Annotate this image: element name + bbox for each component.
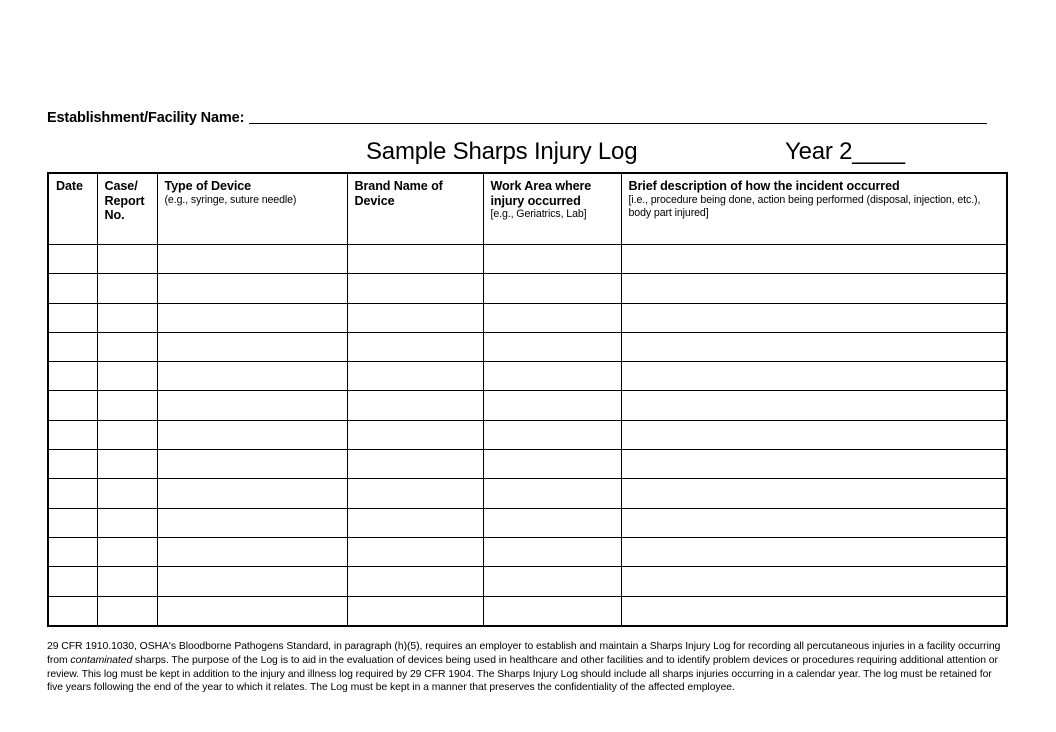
table-cell-date[interactable]	[48, 332, 97, 361]
table-cell-case[interactable]	[97, 303, 157, 332]
table-cell-date[interactable]	[48, 391, 97, 420]
table-cell-brand[interactable]	[347, 537, 483, 566]
table-cell-case[interactable]	[97, 274, 157, 303]
table-cell-date[interactable]	[48, 303, 97, 332]
table-row	[48, 479, 1007, 508]
sharps-injury-log-table	[47, 172, 1008, 627]
table-cell-desc[interactable]	[621, 596, 1007, 626]
table-cell-brand[interactable]	[347, 596, 483, 626]
table-cell-date[interactable]	[48, 450, 97, 479]
table-cell-area[interactable]	[483, 391, 621, 420]
table-cell-brand[interactable]	[347, 508, 483, 537]
table-cell-area[interactable]	[483, 450, 621, 479]
table-cell-area[interactable]	[483, 508, 621, 537]
table-cell-case[interactable]	[97, 420, 157, 449]
table-cell-case[interactable]	[97, 391, 157, 420]
table-cell-desc[interactable]	[621, 537, 1007, 566]
table-cell-brand[interactable]	[347, 567, 483, 596]
table-cell-case[interactable]	[97, 567, 157, 596]
table-cell-area[interactable]	[483, 303, 621, 332]
table-cell-desc[interactable]	[621, 362, 1007, 391]
table-cell-brand[interactable]	[347, 303, 483, 332]
table-cell-area[interactable]	[483, 245, 621, 274]
table-row	[48, 508, 1007, 537]
table-cell-brand[interactable]	[347, 420, 483, 449]
table-cell-desc[interactable]	[621, 567, 1007, 596]
table-row	[48, 420, 1007, 449]
column-header-brand-name-of-device	[347, 173, 483, 245]
table-cell-brand[interactable]	[347, 274, 483, 303]
table-row	[48, 362, 1007, 391]
table-cell-desc[interactable]	[621, 420, 1007, 449]
table-cell-type[interactable]	[157, 450, 347, 479]
column-header-case-line-2: Report	[104, 193, 145, 208]
page-title: Sample Sharps Injury Log	[366, 138, 638, 165]
column-header-desc-line-1: Brief description of how the incident occurred	[628, 179, 900, 193]
table-row	[48, 245, 1007, 274]
facility-name-fill-in-rule[interactable]	[249, 123, 987, 124]
table-cell-case[interactable]	[97, 332, 157, 361]
table-body	[48, 245, 1007, 626]
table-cell-date[interactable]	[48, 508, 97, 537]
table-cell-desc[interactable]	[621, 450, 1007, 479]
table-cell-area[interactable]	[483, 332, 621, 361]
column-header-area-hint: [e.g., Geriatrics, Lab]	[490, 208, 587, 221]
table-cell-area[interactable]	[483, 537, 621, 566]
column-header-area-line-1: Work Area where	[490, 179, 592, 193]
table-cell-case[interactable]	[97, 508, 157, 537]
table-cell-type[interactable]	[157, 391, 347, 420]
table-row	[48, 274, 1007, 303]
table-cell-brand[interactable]	[347, 332, 483, 361]
column-header-brand-line-1: Brand Name of	[354, 179, 443, 193]
column-header-brand-line-2: Device	[354, 193, 395, 208]
table-row	[48, 391, 1007, 420]
table-cell-case[interactable]	[97, 245, 157, 274]
regulatory-footnote: 29 CFR 1910.1030, OSHA's Bloodborne Pathogens Standard, in paragraph (h)(5), requires an employer to establish and maintain a Sharps Injury Log for recording all percutaneous injuries in a facility occurring from contaminated sharps. The purpose of the Log is to aid in the evaluation of devices being used in healthcare and other facilities and to identify problem devices or procedures requiring additional attention or review. This log must be kept in addition to the injury and illness log required by 29 CFR 1904. The Sharps Injury Log should include all sharps injuries occurring in a calendar year. The log must be retained for five years following the end of the year to which it relates. The Log must be kept in a manner that preserves the confidentiality of the affected employee.	[47, 641, 1001, 694]
table-cell-type[interactable]	[157, 596, 347, 626]
table-header	[48, 173, 1007, 245]
column-header-type-hint: (e.g., syringe, suture needle)	[164, 193, 297, 206]
table-cell-date[interactable]	[48, 274, 97, 303]
column-header-date	[48, 173, 97, 245]
table-header-row	[48, 173, 1007, 245]
table-cell-type[interactable]	[157, 508, 347, 537]
table-cell-brand[interactable]	[347, 245, 483, 274]
table-cell-desc[interactable]	[621, 274, 1007, 303]
table-cell-type[interactable]	[157, 332, 347, 361]
table-row	[48, 303, 1007, 332]
table-row	[48, 450, 1007, 479]
table-cell-date[interactable]	[48, 567, 97, 596]
column-header-case-line-1: Case/	[104, 179, 138, 193]
table-cell-type[interactable]	[157, 245, 347, 274]
table-cell-case[interactable]	[97, 537, 157, 566]
table-cell-area[interactable]	[483, 567, 621, 596]
column-header-type-of-device	[157, 173, 347, 245]
table-cell-type[interactable]	[157, 362, 347, 391]
table-row	[48, 332, 1007, 361]
table-cell-type[interactable]	[157, 420, 347, 449]
table-cell-date[interactable]	[48, 479, 97, 508]
table-cell-desc[interactable]	[621, 245, 1007, 274]
table-cell-date[interactable]	[48, 537, 97, 566]
facility-name-label: Establishment/Facility Name:	[47, 110, 245, 126]
table-cell-area[interactable]	[483, 596, 621, 626]
column-header-date-line-1: Date	[56, 179, 83, 193]
table-row	[48, 537, 1007, 566]
table-cell-case[interactable]	[97, 450, 157, 479]
table-cell-desc[interactable]	[621, 332, 1007, 361]
table-cell-brand[interactable]	[347, 479, 483, 508]
column-header-area-line-2: injury occurred	[490, 193, 581, 208]
column-header-case-line-3: No.	[104, 208, 125, 223]
table-cell-desc[interactable]	[621, 508, 1007, 537]
year-fill-in-label[interactable]: Year 2____	[785, 138, 905, 165]
table-cell-area[interactable]	[483, 479, 621, 508]
title-row	[47, 138, 1006, 168]
column-header-work-area	[483, 173, 621, 245]
table-cell-date[interactable]	[48, 596, 97, 626]
facility-name-line	[47, 110, 987, 127]
table-cell-area[interactable]	[483, 274, 621, 303]
table-cell-case[interactable]	[97, 596, 157, 626]
table-cell-desc[interactable]	[621, 391, 1007, 420]
table-cell-type[interactable]	[157, 567, 347, 596]
table-cell-type[interactable]	[157, 303, 347, 332]
table-cell-date[interactable]	[48, 420, 97, 449]
column-header-brief-description	[621, 173, 1007, 245]
table-cell-type[interactable]	[157, 479, 347, 508]
table-cell-brand[interactable]	[347, 362, 483, 391]
table-cell-type[interactable]	[157, 274, 347, 303]
table-row	[48, 596, 1007, 626]
table-cell-area[interactable]	[483, 420, 621, 449]
column-header-type-line-1: Type of Device	[164, 179, 252, 193]
table-cell-date[interactable]	[48, 245, 97, 274]
table-cell-type[interactable]	[157, 537, 347, 566]
table-cell-brand[interactable]	[347, 391, 483, 420]
table-row	[48, 567, 1007, 596]
table-cell-desc[interactable]	[621, 479, 1007, 508]
column-header-desc-hint: [i.e., procedure being done, action being performed (disposal, injection, etc.), body part injured]	[628, 193, 981, 220]
table-cell-case[interactable]	[97, 479, 157, 508]
column-header-case-report-no	[97, 173, 157, 245]
table-cell-date[interactable]	[48, 362, 97, 391]
table-cell-desc[interactable]	[621, 303, 1007, 332]
table-cell-case[interactable]	[97, 362, 157, 391]
table-cell-area[interactable]	[483, 362, 621, 391]
footnote-emphasis: contaminated	[70, 654, 133, 666]
table-cell-brand[interactable]	[347, 450, 483, 479]
